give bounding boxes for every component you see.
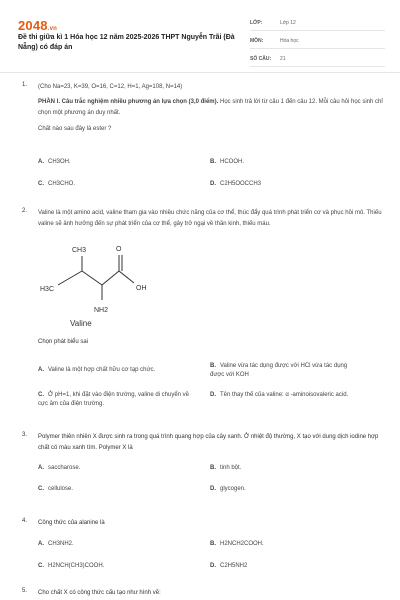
option-c[interactable] [38,391,198,409]
question-part [38,97,386,119]
meta-class-row [250,15,385,31]
option-letter: A. [38,367,44,373]
group-oh: OH [136,285,147,292]
option-text: C2H5NH2 [220,563,248,569]
question-body [38,82,386,135]
question-number: 2. [22,208,28,214]
question-text: Valine là một amino acid, valine tham gia vào nhiều chức năng của cơ thể, thúc đẩy quá trình phát triển cơ và phục hồi mô. Thiếu valine sẽ ảnh hưởng đến sự phát triển của cơ thể, gây trở ngại về thần kinh, thiếu máu. [38,210,382,227]
meta-table [250,15,385,69]
option-text: Valine vừa tác dụng được với HCl vừa tác dụng được với KOH [210,363,348,378]
option-d[interactable] [210,180,261,189]
page-title: Đề thi giữa kì 1 Hóa học 12 năm 2025-2026 THPT Nguyễn Trãi (Đà Nẵng) có đáp án [18,34,235,51]
option-letter: A. [38,465,44,471]
option-letter: B. [210,159,216,165]
option-letter: B. [210,363,216,369]
bond [82,271,102,285]
group-h3c: H3C [40,286,55,293]
option-letter: D. [210,486,216,492]
question-number: 1. [22,82,28,88]
option-c[interactable] [38,562,104,571]
bond [102,271,119,285]
option-a[interactable] [38,366,198,375]
option-a[interactable] [38,464,80,473]
option-text: CH3NH2. [48,541,74,547]
option-a[interactable] [38,540,74,549]
meta-count-row [250,51,385,67]
option-letter: D. [210,563,216,569]
option-text: H2NCH2COOH. [220,541,264,547]
option-letter: C. [38,486,44,492]
option-text: HCOOH. [220,159,244,165]
option-c[interactable] [38,485,73,494]
option-b[interactable] [210,540,264,549]
option-letter: A. [38,159,44,165]
option-a[interactable] [38,158,71,167]
option-letter: B. [210,465,216,471]
group-ch3: CH3 [72,247,87,254]
option-text: saccharose. [48,465,81,471]
question-prompt: Chất nào sau đây là ester ? [38,126,112,132]
logo[interactable]: 2048.vn [18,18,58,33]
meta-class-value: Lớp 12 [280,19,296,26]
part-title: PHẦN I. Câu trắc nghiệm nhiều phương án lựa chọn (3,0 điểm). [38,99,219,105]
group-nh2: NH2 [94,307,109,314]
option-text: cellulose. [48,486,74,492]
atom-o: O [116,246,122,253]
bond [119,271,134,283]
question-number: 5. [22,588,28,594]
option-letter: C. [38,392,44,398]
valine-structure [40,240,160,320]
option-text: H2NCH(CH3)COOH. [48,563,105,569]
meta-class-label: LỚP: [250,19,263,26]
question-text: Polymer thiên nhiên X được sinh ra trong quá trình quang hợp của cây xanh. Ở nhiệt độ thường, X tạo với dung dịch iodine hợp chất có màu xanh tím. Polymer X là [38,434,379,451]
option-text: glycogen. [220,486,246,492]
question-body [38,208,386,230]
meta-count-label: SỐ CÂU: [250,55,272,62]
option-letter: D. [210,392,216,398]
meta-subject-value: Hóa học [280,37,299,44]
option-b[interactable] [210,362,360,380]
option-b[interactable] [210,464,241,473]
option-text: tinh bột. [220,465,242,471]
option-text: C2H5OOCCH3 [220,181,262,187]
option-b[interactable] [210,158,244,167]
option-d[interactable] [210,485,246,494]
option-letter: B. [210,541,216,547]
option-text: Ở pH=1, khi đặt vào điện trường, valine di chuyển về cực âm của điện trường. [38,392,190,407]
option-text: CH3OH. [48,159,71,165]
question-number: 4. [22,518,28,524]
question-number: 3. [22,432,28,438]
meta-count-value: 21 [280,55,286,62]
meta-subject-label: MÔN: [250,37,264,44]
part-description: Học sinh trả lời từ câu 1 đến câu 12. Mỗi câu hỏi học sinh chỉ chọn một phương án duy nhất. [38,99,383,116]
option-text: Tên thay thế của valine: α -aminoisovaleric acid. [220,392,349,398]
option-letter: C. [38,563,44,569]
option-letter: A. [38,541,44,547]
structure-caption: Valine [70,319,92,328]
option-letter: D. [210,181,216,187]
option-d[interactable] [210,391,360,400]
question-intro: (Cho Na=23, K=39, O=16, C=12, H=1, Ag=108, N=14) [38,84,183,90]
question-text: Cho chất X có công thức cấu tạo như hình vẽ: [38,590,161,596]
option-letter: C. [38,181,44,187]
option-c[interactable] [38,180,75,189]
option-d[interactable] [210,562,247,571]
question-prompt: Chọn phát biểu sai [38,339,89,345]
meta-subject-row [250,33,385,49]
option-text: Valine là một hợp chất hữu cơ tạp chức. [48,367,156,373]
option-text: CH3CHO. [48,181,76,187]
question-text: Công thức của alanine là [38,520,105,526]
header [0,0,400,73]
bond [58,271,82,285]
